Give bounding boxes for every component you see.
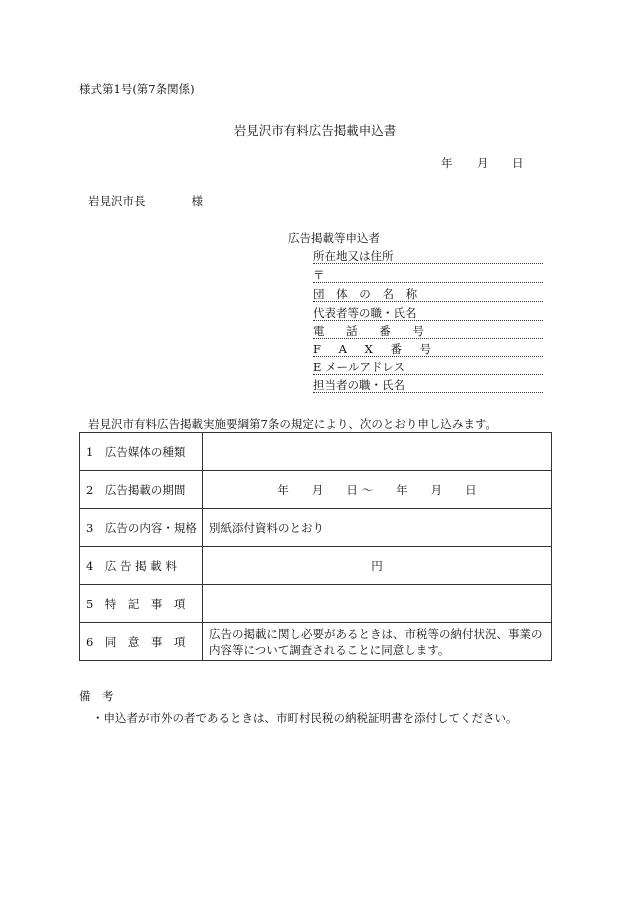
row-value[interactable]: 円	[203, 547, 552, 585]
row-value[interactable]	[203, 585, 552, 623]
field-representative[interactable]	[313, 306, 543, 321]
field-label: E メールアドレス	[313, 360, 405, 374]
field-fax[interactable]	[313, 342, 543, 357]
field-label: 所在地又は住所	[313, 249, 394, 263]
table-row	[80, 509, 552, 547]
field-label: F A X 番 号	[313, 342, 439, 356]
row-label: 4 広 告 掲 載 料	[80, 547, 203, 585]
remarks-heading: 備 考	[79, 689, 114, 703]
field-label: 〒	[313, 268, 325, 282]
row-value[interactable]: 年 月 日 ～ 年 月 日	[203, 471, 552, 509]
row-label: 5 特 記 事 項	[80, 585, 203, 623]
addressee-honorific: 様	[191, 194, 203, 208]
field-address[interactable]	[313, 249, 543, 264]
field-label: 団 体 の 名 称	[313, 287, 422, 301]
document-title: 岩見沢市有料広告掲載申込書	[233, 123, 397, 138]
row-label: 6 同 意 事 項	[80, 623, 203, 661]
form-number: 様式第1号(第7条関係)	[79, 82, 195, 96]
remarks-item: ・申込者が市外の者であるときは、市町村民税の納税証明書を添付してください。	[92, 711, 518, 725]
row-label: 3 広告の内容・規格	[80, 509, 203, 547]
table-row	[80, 471, 552, 509]
applicant-heading: 広告掲載等申込者	[288, 231, 380, 245]
field-contact-person[interactable]	[313, 378, 543, 393]
date-day-label: 日	[512, 156, 524, 170]
row-value[interactable]	[203, 433, 552, 471]
table-row	[80, 585, 552, 623]
field-organization-name[interactable]	[313, 287, 543, 302]
date-year-label: 年	[441, 156, 453, 170]
table-row	[80, 623, 552, 661]
field-email[interactable]	[313, 360, 543, 375]
row-value[interactable]: 別紙添付資料のとおり	[203, 509, 552, 547]
row-label: 2 広告掲載の期間	[80, 471, 203, 509]
application-table	[79, 432, 552, 661]
table-row	[80, 547, 552, 585]
field-postal-code[interactable]	[313, 268, 543, 283]
field-label: 電 話 番 号	[313, 324, 433, 338]
field-label: 代表者等の職・氏名	[313, 306, 417, 320]
row-label: 1 広告媒体の種類	[80, 433, 203, 471]
addressee-name: 岩見沢市長	[88, 194, 146, 208]
intro-text: 岩見沢市有料広告掲載実施要綱第7条の規定により、次のとおり申し込みます。	[88, 417, 497, 431]
table-row	[80, 433, 552, 471]
field-label: 担当者の職・氏名	[313, 378, 405, 392]
date-month-label: 月	[477, 156, 489, 170]
field-phone[interactable]	[313, 324, 543, 339]
row-value: 広告の掲載に関し必要があるときは、市税等の納付状況、事業の内容等について調査されることに同意します。	[203, 623, 552, 661]
addressee	[88, 193, 203, 209]
